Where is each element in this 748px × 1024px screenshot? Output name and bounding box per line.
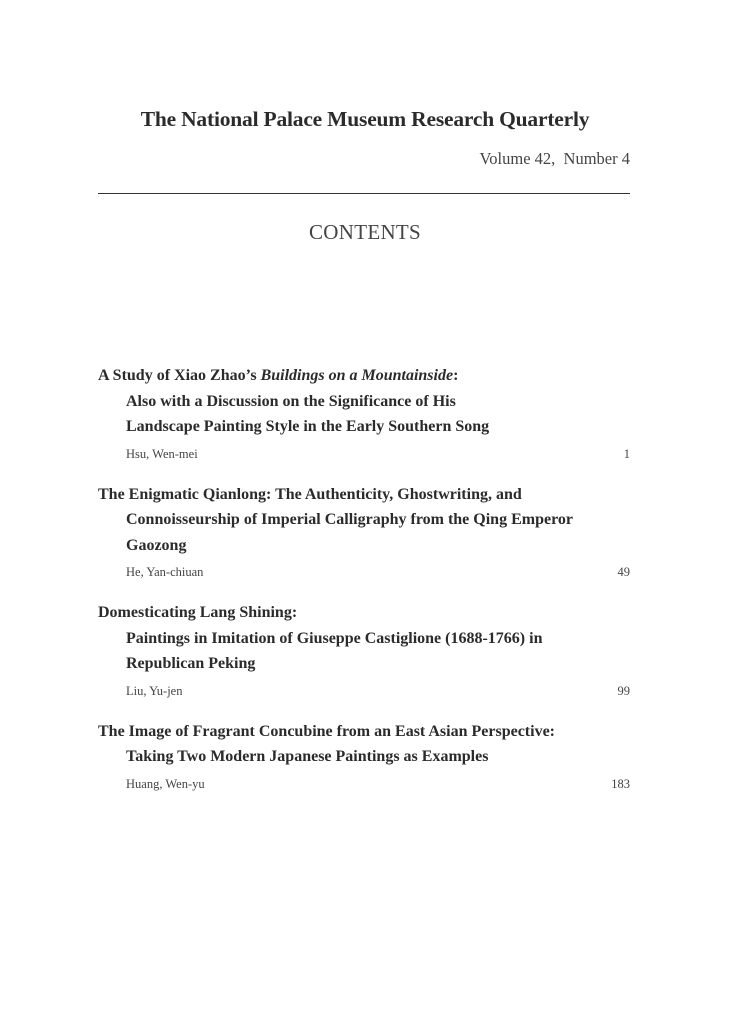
article-title[interactable] <box>98 363 630 440</box>
table-of-contents <box>98 363 630 812</box>
article-author: He, Yan-chiuan <box>126 565 204 579</box>
article-author: Hsu, Wen-mei <box>126 446 198 461</box>
journal-title: The National Palace Museum Research Quarterly <box>140 107 590 131</box>
article-title-line: Also with a Discussion on the Significance of His <box>126 392 456 410</box>
article-page-number: 99 <box>617 683 630 698</box>
artwork-title: Buildings on a Mountainside <box>260 367 454 384</box>
article-title-line: Taking Two Modern Japanese Paintings as Examples <box>126 748 489 765</box>
article-title[interactable] <box>98 600 630 677</box>
article-meta <box>98 447 630 462</box>
article-title-line: Domesticating Lang Shining: <box>98 604 298 621</box>
article-title-line: Paintings in Imitation of Giuseppe Castiglione (1688-1766) in <box>126 629 543 647</box>
article-title-line: Landscape Painting Style in the Early Southern Song <box>126 418 490 435</box>
article-title[interactable] <box>98 719 630 770</box>
article-title-line: A Study of Xiao Zhao’s Buildings on a Mountainside: <box>98 367 459 384</box>
article-meta <box>98 565 630 580</box>
toc-entry[interactable] <box>98 719 630 792</box>
article-title-line: Gaozong <box>126 536 187 554</box>
toc-entry[interactable] <box>98 482 630 581</box>
article-title-line: Republican Peking <box>126 655 256 672</box>
toc-entry[interactable] <box>98 600 630 699</box>
toc-entry[interactable] <box>98 363 630 462</box>
article-title-line: The Enigmatic Qianlong: The Authenticity, Ghostwriting, and <box>98 485 522 503</box>
contents-heading: CONTENTS <box>308 220 422 244</box>
article-meta <box>98 777 630 792</box>
article-author: Liu, Yu-jen <box>126 683 183 698</box>
article-title-line: Connoisseurship of Imperial Calligraphy from the Qing Emperor <box>126 511 573 528</box>
article-page-number: 1 <box>623 446 630 461</box>
article-author: Huang, Wen-yu <box>126 776 205 791</box>
article-meta <box>98 684 630 699</box>
volume-number: Volume 42, Number 4 <box>479 149 630 168</box>
article-title-line: The Image of Fragrant Concubine from an East Asian Perspective: <box>98 722 555 740</box>
article-title[interactable] <box>98 482 630 559</box>
article-page-number: 49 <box>617 565 630 579</box>
header-divider <box>98 193 630 194</box>
article-page-number: 183 <box>611 776 630 791</box>
